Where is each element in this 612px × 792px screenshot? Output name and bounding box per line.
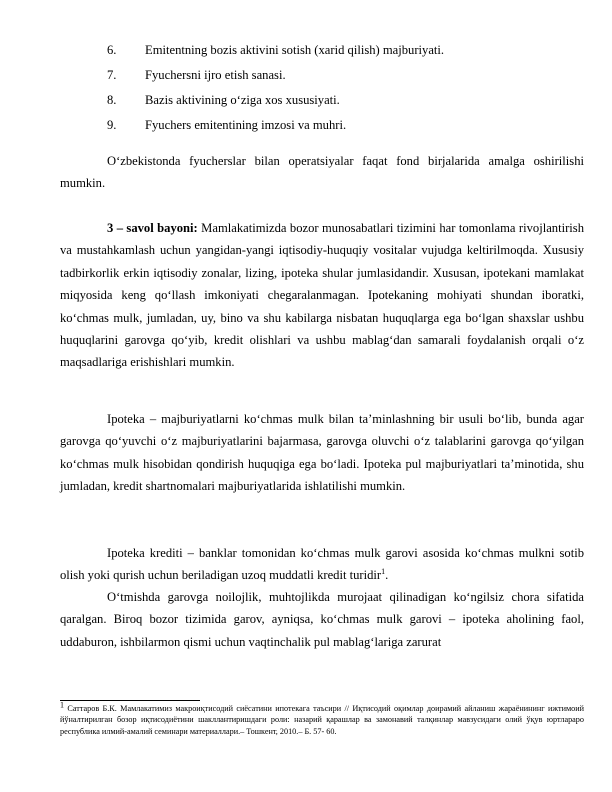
paragraph-garov-history: O‘tmishda garovga noilojlik, muhtojlikda murojaat qilinadigan ko‘ngilsiz chora sifatida qaralgan. Biroq bozor tizimida garov, ayniqsa, ko‘chmas mulk garovi – ipoteka aholining faol, uddaburon, ishbilarmon qismi uchun vaqtinchalik pul mablag‘lariga zarurat bbox=[60, 590, 584, 649]
footnote-mark: 1 bbox=[60, 700, 64, 710]
footnote bbox=[60, 700, 584, 737]
list-item bbox=[107, 117, 346, 133]
footnote-divider bbox=[60, 700, 200, 701]
list-number: 9. bbox=[107, 118, 117, 132]
list-number: 8. bbox=[107, 93, 117, 107]
paragraph-question-3 bbox=[60, 217, 584, 374]
footnote-reference: 1 bbox=[381, 567, 386, 577]
list-text: Bazis aktivining o‘ziga xos xususiyati. bbox=[145, 93, 340, 107]
paragraph-fyuchers-exchange: O‘zbekistonda fyucherslar bilan operatsiyalar faqat fond birjalarida amalga oshirilishi mumkin. bbox=[60, 154, 584, 191]
paragraph-ipoteka-definition: Ipoteka – majburiyatlarni ko‘chmas mulk bilan ta’minlashning bir usuli bo‘lib, bunda agar garovga qo‘yuvchi o‘z majburiyatlarini bajarmasa, garovga oluvchi o‘z talablarini garovga qo‘yilgan ko‘chmas mulk hisobidan qondirish huquqiga ega bo‘ladi. Ipoteka pul majburiyatlari ta’minotida, shu jumladan, kredit shartnomalari majburiyatlarida ishlatilishi mumkin. bbox=[60, 412, 584, 494]
list-number: 7. bbox=[107, 68, 117, 82]
paragraph-text: Ipoteka krediti – banklar tomonidan ko‘chmas mulk garovi asosida ko‘chmas mulkni sotib olish yoki qurish uchun beriladigan uzoq muddatli kredit turidir bbox=[60, 546, 584, 583]
list-text: Emitentning bozis aktivini sotish (xarid qilish) majburiyati. bbox=[145, 43, 445, 57]
list-text: Fyuchersni ijro etish sanasi. bbox=[145, 68, 286, 82]
footnote-text: Саттаров Б.К. Мамлакатимиз макроиқтисодий сиёсатини ипотекага таъсири // Иқтисодий оқимлар доирамий айланиш жараёнининг ижтимоий йўналтирилган бозор иқтисодиётини шакллантиришдаги роли: назарий қарашлар ва замонавий талқинлар мавзусидаги олий ўқув юртлараро республика илмий-амалий семинари материаллари.– Тошкент, 2010.– Б. 57- 60. bbox=[60, 704, 584, 736]
paragraph-text: Mamlakatimizda bozor munosabatlari tizimini har tomonlama rivojlantirish va mustahkamlash uchun yangidan-yangi iqtisodiy-huquqiy vositalar vujudga keltirilmoqda. Xususiy tadbirkorlik erkin iqtisodiy zonalar, lizing, ipoteka shular jumlasidandir. Xususan, ipotekani mamlakat miqyosida keng qo‘llash imkoniyati chegaralanmagan. Ipotekaning mohiyati shundan iboratki, ko‘chmas mulk, jumladan, uy, bino va shu kabilarga nisbatan huquqlarga ega bo‘lgan shaxslar ushbu huquqlarini garovga qo‘yib, kredit olishlari va ushbu mablag‘dan samarali foydalanish orqali o‘z maqsadlariga erishishlari mumkin. bbox=[60, 221, 584, 370]
list-number: 6. bbox=[107, 43, 117, 57]
question-heading: 3 – savol bayoni: bbox=[107, 221, 198, 235]
list-text: Fyuchers emitentining imzosi va muhri. bbox=[145, 118, 347, 132]
paragraph-end: . bbox=[385, 568, 389, 583]
list-item bbox=[107, 92, 340, 108]
list-item bbox=[107, 42, 444, 58]
paragraph-ipoteka-credit bbox=[60, 542, 584, 587]
list-item bbox=[107, 67, 286, 83]
